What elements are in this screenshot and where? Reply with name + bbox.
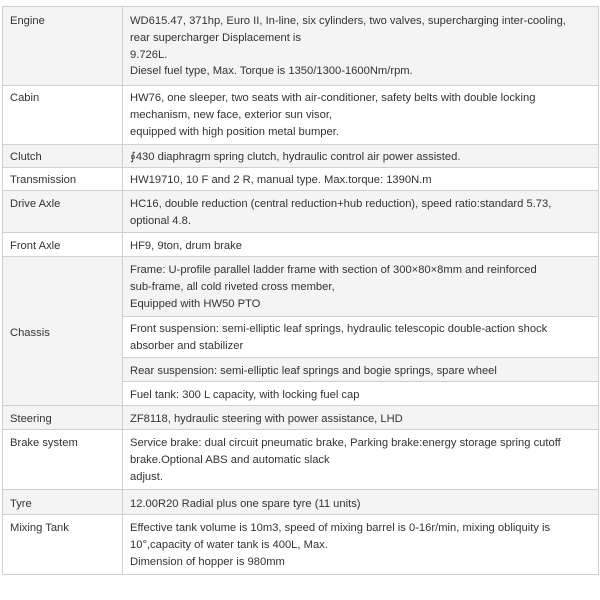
table-row-tyre: [3, 490, 599, 515]
table-row-drive-axle: [3, 191, 599, 233]
value-line: Frame: U-profile parallel ladder frame with section of 300×80×8mm and reinforced: [130, 264, 537, 276]
value-line: rear supercharger Displacement is: [130, 31, 301, 44]
table-row-front-axle: [3, 233, 599, 257]
value-line: ∮430 diaphragm spring clutch, hydraulic control air power assisted.: [130, 151, 461, 163]
row-label: Cabin: [3, 86, 123, 145]
value-line: equipped with high position metal bumper.: [130, 125, 339, 138]
row-value: [123, 358, 599, 382]
value-line: Front suspension: semi-elliptic leaf springs, hydraulic telescopic double-action shock: [130, 323, 548, 335]
spec-table: [2, 6, 599, 575]
value-line: brake.Optional ABS and automatic slack: [130, 453, 330, 466]
value-line: HW76, one sleeper, two seats with air-conditioner, safety belts with double locking: [130, 92, 536, 104]
value-line: sub-frame, all cold riveted cross member,: [130, 280, 335, 293]
row-value: [123, 233, 599, 257]
value-line: Diesel fuel type, Max. Torque is 1350/1300-1600Nm/rpm.: [130, 65, 413, 78]
value-line: HF9, 9ton, drum brake: [130, 240, 242, 252]
table-row-brake-system: [3, 430, 599, 490]
row-value: [123, 515, 599, 575]
row-value: [123, 406, 599, 430]
table-row-chassis-frame: [3, 257, 599, 317]
table-row-steering: [3, 406, 599, 430]
row-label: Steering: [3, 406, 123, 430]
table-row-cabin: [3, 86, 599, 145]
table-row-clutch: [3, 145, 599, 168]
value-line: HW19710, 10 F and 2 R, manual type. Max.torque: 1390N.m: [130, 174, 432, 186]
value-line: 9.726L.: [130, 48, 168, 61]
value-line: 12.00R20 Radial plus one spare tyre (11 units): [130, 498, 361, 510]
value-line: HC16, double reduction (central reduction+hub reduction), speed ratio:standard 5.73,: [130, 198, 552, 210]
row-label: Tyre: [3, 490, 123, 515]
row-label: Engine: [3, 7, 123, 86]
row-label: Drive Axle: [3, 191, 123, 233]
value-line: Equipped with HW50 PTO: [130, 297, 261, 310]
row-value: [123, 145, 599, 168]
row-value: [123, 382, 599, 406]
row-label: Transmission: [3, 168, 123, 191]
row-label: Clutch: [3, 145, 123, 168]
table-row-engine: [3, 7, 599, 86]
value-line: Service brake: dual circuit pneumatic brake, Parking brake:energy storage spring cutoff: [130, 437, 561, 449]
value-line: absorber and stabilizer: [130, 339, 244, 352]
row-value: [123, 86, 599, 145]
value-line: Dimension of hopper is 980mm: [130, 555, 285, 568]
spec-table-container: [2, 6, 599, 575]
value-line: 10°,capacity of water tank is 400L, Max.: [130, 538, 328, 551]
row-label: Front Axle: [3, 233, 123, 257]
value-line: Effective tank volume is 10m3, speed of mixing barrel is 0-16r/min, mixing obliquity is: [130, 522, 551, 534]
value-line: ZF8118, hydraulic steering with power assistance, LHD: [130, 413, 403, 425]
row-value: [123, 430, 599, 490]
row-value: [123, 168, 599, 191]
row-value: [123, 7, 599, 86]
value-line: optional 4.8.: [130, 214, 191, 227]
value-line: mechanism, new face, exterior sun visor,: [130, 108, 333, 121]
value-line: adjust.: [130, 470, 163, 483]
row-value: [123, 490, 599, 515]
table-row-mixing-tank: [3, 515, 599, 575]
value-line: Rear suspension: semi-elliptic leaf springs and bogie springs, spare wheel: [130, 365, 497, 377]
row-value: [123, 257, 599, 317]
row-label: Chassis: [3, 257, 123, 406]
row-value: [123, 317, 599, 358]
row-value: [123, 191, 599, 233]
row-label: Brake system: [3, 430, 123, 490]
value-line: WD615.47, 371hp, Euro II, In-line, six cylinders, two valves, supercharging inter-cooling,: [130, 15, 566, 27]
table-row-transmission: [3, 168, 599, 191]
value-line: Fuel tank: 300 L capacity, with locking fuel cap: [130, 389, 360, 401]
row-label: Mixing Tank: [3, 515, 123, 575]
